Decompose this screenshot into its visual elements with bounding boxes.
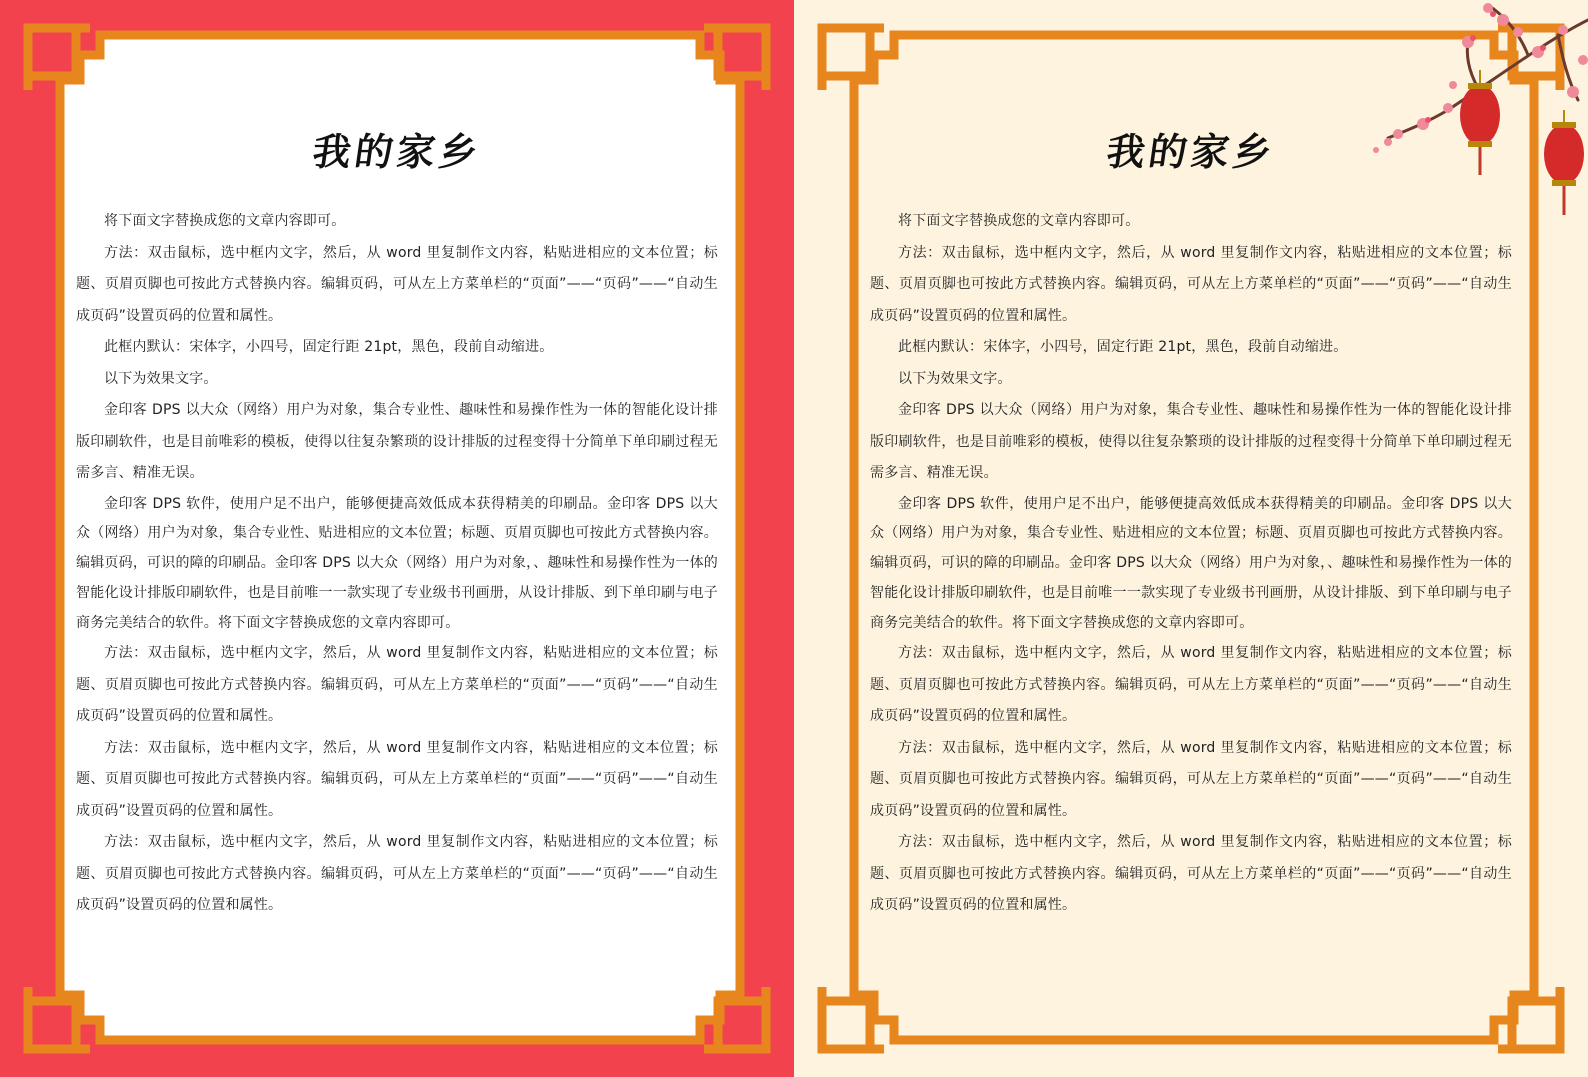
paragraph: 方法：双击鼠标，选中框内文字，然后，从 word 里复制作文内容，粘贴进相应的文本位置；标题、页眉页脚也可按此方式替换内容。编辑页码，可从左上方菜单栏的“页面”——“页码”——“自动生成页码”设置页码的位置和属性。 [870,739,1512,819]
paragraph: 金印客 DPS 软件，使用户足不出户，能够便捷高效低成本获得精美的印刷品。金印客 DPS 以大众（网络）用户为对象，集合专业性、贴进相应的文本位置；标题、页眉页脚也可按此方式替换内容。编辑页码，可识的障的印刷品。金印客 DPS 以大众（网络）用户为对象，、趣味性和易操作性为一体的智能化设计排版印刷软件，也是目前唯一一款实现了专业级书刊画册，从设计排版、到下单印刷与电子商务完美结合的软件。将下面文字替换成您的文章内容即可。 [870,495,1512,631]
paragraph: 方法：双击鼠标，选中框内文字，然后，从 word 里复制作文内容，粘贴进相应的文本位置；标题、页眉页脚也可按此方式替换内容。编辑页码，可从左上方菜单栏的“页面”——“页码”——“自动生成页码”设置页码的位置和属性。 [76,244,718,324]
paragraph: 金印客 DPS 以大众（网络）用户为对象，集合专业性、趣味性和易操作性为一体的智能化设计排版印刷软件，也是目前唯彩的模板，使得以往复杂繁琐的设计排版的过程变得十分简单下单印刷过程无需多言、精准无误。 [76,402,718,481]
page-title: 我的家乡 [309,129,485,174]
paragraph: 此框内默认：宋体字，小四号，固定行距 21pt，黑色，段前自动缩进。 [104,339,554,355]
article [870,128,1512,922]
paragraph: 以下为效果文字。 [898,370,1012,387]
paragraph: 方法：双击鼠标，选中框内文字，然后，从 word 里复制作文内容，粘贴进相应的文本位置；标题、页眉页脚也可按此方式替换内容。编辑页码，可从左上方菜单栏的“页面”——“页码”——“自动生成页码”设置页码的位置和属性。 [870,834,1512,914]
page-title: 我的家乡 [1103,129,1279,174]
paragraph: 方法：双击鼠标，选中框内文字，然后，从 word 里复制作文内容，粘贴进相应的文本位置；标题、页眉页脚也可按此方式替换内容。编辑页码，可从左上方菜单栏的“页面”——“页码”——“自动生成页码”设置页码的位置和属性。 [76,739,718,819]
page-right [794,0,1588,1077]
paragraph: 将下面文字替换成您的文章内容即可。 [898,213,1140,229]
paragraph: 金印客 DPS 软件，使用户足不出户，能够便捷高效低成本获得精美的印刷品。金印客 DPS 以大众（网络）用户为对象，集合专业性、贴进相应的文本位置；标题、页眉页脚也可按此方式替换内容。编辑页码，可识的障的印刷品。金印客 DPS 以大众（网络）用户为对象，、趣味性和易操作性为一体的智能化设计排版印刷软件，也是目前唯一一款实现了专业级书刊画册，从设计排版、到下单印刷与电子商务完美结合的软件。将下面文字替换成您的文章内容即可。 [76,495,718,631]
paragraph: 将下面文字替换成您的文章内容即可。 [104,213,346,229]
paragraph: 金印客 DPS 以大众（网络）用户为对象，集合专业性、趣味性和易操作性为一体的智能化设计排版印刷软件，也是目前唯彩的模板，使得以往复杂繁琐的设计排版的过程变得十分简单下单印刷过程无需多言、精准无误。 [870,402,1512,481]
article [76,128,718,922]
paragraph: 此框内默认：宋体字，小四号，固定行距 21pt，黑色，段前自动缩进。 [898,339,1348,355]
paragraph: 方法：双击鼠标，选中框内文字，然后，从 word 里复制作文内容，粘贴进相应的文本位置；标题、页眉页脚也可按此方式替换内容。编辑页码，可从左上方菜单栏的“页面”——“页码”——“自动生成页码”设置页码的位置和属性。 [870,244,1512,324]
lantern-icon [1544,110,1584,215]
paragraph: 以下为效果文字。 [104,370,218,387]
paragraph: 方法：双击鼠标，选中框内文字，然后，从 word 里复制作文内容，粘贴进相应的文本位置；标题、页眉页脚也可按此方式替换内容。编辑页码，可从左上方菜单栏的“页面”——“页码”——“自动生成页码”设置页码的位置和属性。 [76,834,718,914]
paragraph: 方法：双击鼠标，选中框内文字，然后，从 word 里复制作文内容，粘贴进相应的文本位置；标题、页眉页脚也可按此方式替换内容。编辑页码，可从左上方菜单栏的“页面”——“页码”——“自动生成页码”设置页码的位置和属性。 [76,645,718,725]
paragraph: 方法：双击鼠标，选中框内文字，然后，从 word 里复制作文内容，粘贴进相应的文本位置；标题、页眉页脚也可按此方式替换内容。编辑页码，可从左上方菜单栏的“页面”——“页码”——“自动生成页码”设置页码的位置和属性。 [870,645,1512,725]
